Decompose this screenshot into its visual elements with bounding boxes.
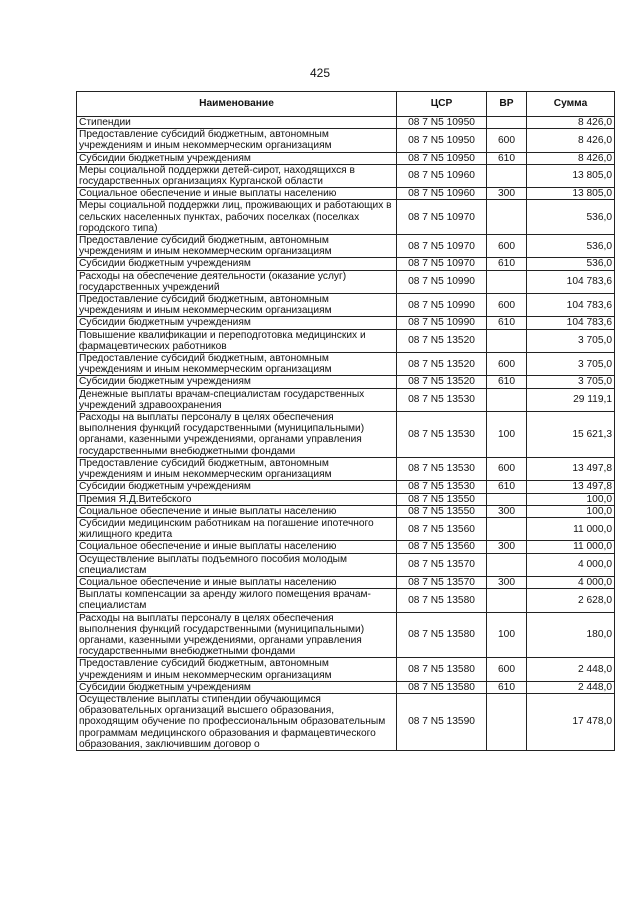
row-sum: 536,0: [527, 258, 615, 270]
row-sum: 13 497,8: [527, 481, 615, 493]
table-row: [77, 317, 615, 329]
row-vr: [487, 517, 527, 540]
row-csr: 08 7 N5 10970: [397, 200, 487, 235]
row-name: Выплаты компенсации за аренду жилого помещения врачам-специалистам: [77, 589, 397, 612]
row-sum: 100,0: [527, 493, 615, 505]
row-vr: 610: [487, 376, 527, 388]
row-name: Предоставление субсидий бюджетным, автономным учреждениям и иным некоммерческим организациям: [77, 457, 397, 480]
table-row: [77, 457, 615, 480]
row-sum: 536,0: [527, 200, 615, 235]
row-name: Осуществление выплаты подъемного пособия молодым специалистам: [77, 553, 397, 576]
row-name: Расходы на выплаты персоналу в целях обеспечения выполнения функций государственными (муниципальными) органами, казенными учреждениями, органами управления государственными внебюджетными фондами: [77, 612, 397, 658]
row-csr: 08 7 N5 13520: [397, 329, 487, 352]
row-name: Субсидии бюджетным учреждениям: [77, 681, 397, 693]
row-vr: [487, 117, 527, 129]
row-sum: 29 119,1: [527, 388, 615, 411]
row-vr: 600: [487, 294, 527, 317]
row-sum: 2 448,0: [527, 681, 615, 693]
row-csr: 08 7 N5 13520: [397, 376, 487, 388]
row-csr: 08 7 N5 13550: [397, 493, 487, 505]
row-name: Расходы на обеспечение деятельности (оказание услуг) государственных учреждений: [77, 270, 397, 293]
row-sum: 11 000,0: [527, 517, 615, 540]
row-name: Предоставление субсидий бюджетным, автономным учреждениям и иным некоммерческим организациям: [77, 129, 397, 152]
row-vr: 600: [487, 457, 527, 480]
row-name: Повышение квалификации и переподготовка медицинских и фармацевтических работников: [77, 329, 397, 352]
row-name: Субсидии бюджетным учреждениям: [77, 481, 397, 493]
row-vr: 300: [487, 188, 527, 200]
row-vr: [487, 693, 527, 750]
row-name: Субсидии бюджетным учреждениям: [77, 317, 397, 329]
row-csr: 08 7 N5 13580: [397, 658, 487, 681]
table-row: [77, 235, 615, 258]
row-vr: 600: [487, 658, 527, 681]
table-row: [77, 541, 615, 553]
table-row: [77, 589, 615, 612]
row-csr: 08 7 N5 13530: [397, 388, 487, 411]
row-vr: [487, 329, 527, 352]
row-csr: 08 7 N5 10990: [397, 294, 487, 317]
row-csr: 08 7 N5 10970: [397, 258, 487, 270]
row-name: Социальное обеспечение и иные выплаты населению: [77, 188, 397, 200]
table-row: [77, 553, 615, 576]
table-row: [77, 517, 615, 540]
table-row: [77, 200, 615, 235]
table-row: [77, 576, 615, 588]
table-row: [77, 376, 615, 388]
table-row: [77, 481, 615, 493]
table-row: [77, 258, 615, 270]
row-sum: 13 805,0: [527, 188, 615, 200]
table-body: [77, 117, 615, 751]
row-vr: 600: [487, 353, 527, 376]
header-sum: Сумма: [527, 92, 615, 117]
row-sum: 8 426,0: [527, 129, 615, 152]
row-vr: 600: [487, 129, 527, 152]
row-csr: 08 7 N5 10990: [397, 270, 487, 293]
row-name: Социальное обеспечение и иные выплаты населению: [77, 576, 397, 588]
row-vr: 600: [487, 235, 527, 258]
row-sum: 13 805,0: [527, 164, 615, 187]
row-vr: 300: [487, 505, 527, 517]
row-sum: 100,0: [527, 505, 615, 517]
row-name: Денежные выплаты врачам-специалистам государственных учреждений здравоохранения: [77, 388, 397, 411]
row-sum: 11 000,0: [527, 541, 615, 553]
row-vr: 610: [487, 152, 527, 164]
table-header-row: [77, 92, 615, 117]
row-sum: 3 705,0: [527, 376, 615, 388]
row-csr: 08 7 N5 13590: [397, 693, 487, 750]
row-vr: [487, 493, 527, 505]
table-row: [77, 412, 615, 458]
row-sum: 15 621,3: [527, 412, 615, 458]
row-vr: 300: [487, 541, 527, 553]
row-vr: 610: [487, 258, 527, 270]
row-csr: 08 7 N5 10960: [397, 164, 487, 187]
row-name: Меры социальной поддержки лиц, проживающих и работающих в сельских населенных пунктах, рабочих поселках (поселках городского типа): [77, 200, 397, 235]
row-vr: 100: [487, 612, 527, 658]
row-sum: 104 783,6: [527, 270, 615, 293]
row-csr: 08 7 N5 13520: [397, 353, 487, 376]
row-sum: 4 000,0: [527, 553, 615, 576]
row-vr: [487, 164, 527, 187]
table-row: [77, 353, 615, 376]
row-csr: 08 7 N5 13530: [397, 481, 487, 493]
table-row: [77, 329, 615, 352]
row-vr: 610: [487, 317, 527, 329]
row-sum: 2 448,0: [527, 658, 615, 681]
row-sum: 8 426,0: [527, 117, 615, 129]
row-name: Субсидии медицинским работникам на погашение ипотечного жилищного кредита: [77, 517, 397, 540]
row-name: Предоставление субсидий бюджетным, автономным учреждениям и иным некоммерческим организациям: [77, 294, 397, 317]
row-csr: 08 7 N5 10950: [397, 152, 487, 164]
table-row: [77, 612, 615, 658]
row-csr: 08 7 N5 13530: [397, 412, 487, 458]
row-sum: 536,0: [527, 235, 615, 258]
header-vr: ВР: [487, 92, 527, 117]
table-row: [77, 188, 615, 200]
row-sum: 17 478,0: [527, 693, 615, 750]
table-row: [77, 117, 615, 129]
row-sum: 8 426,0: [527, 152, 615, 164]
row-csr: 08 7 N5 13560: [397, 541, 487, 553]
row-vr: 100: [487, 412, 527, 458]
row-name: Меры социальной поддержки детей-сирот, находящихся в государственных организациях Курганской области: [77, 164, 397, 187]
row-name: Предоставление субсидий бюджетным, автономным учреждениям и иным некоммерческим организациям: [77, 353, 397, 376]
table-row: [77, 658, 615, 681]
budget-table: [76, 91, 615, 751]
table-row: [77, 294, 615, 317]
row-sum: 3 705,0: [527, 353, 615, 376]
row-csr: 08 7 N5 10950: [397, 117, 487, 129]
row-name: Социальное обеспечение и иные выплаты населению: [77, 541, 397, 553]
row-csr: 08 7 N5 10990: [397, 317, 487, 329]
row-vr: [487, 200, 527, 235]
row-csr: 08 7 N5 10970: [397, 235, 487, 258]
header-name: Наименование: [77, 92, 397, 117]
row-csr: 08 7 N5 10950: [397, 129, 487, 152]
table-row: [77, 152, 615, 164]
table-row: [77, 129, 615, 152]
row-name: Субсидии бюджетным учреждениям: [77, 376, 397, 388]
header-csr: ЦСР: [397, 92, 487, 117]
table-row: [77, 681, 615, 693]
page-number: 425: [309, 66, 331, 80]
row-vr: [487, 388, 527, 411]
table-row: [77, 164, 615, 187]
row-sum: 13 497,8: [527, 457, 615, 480]
row-name: Стипендии: [77, 117, 397, 129]
row-vr: [487, 270, 527, 293]
row-sum: 4 000,0: [527, 576, 615, 588]
table-row: [77, 505, 615, 517]
row-sum: 3 705,0: [527, 329, 615, 352]
table-row: [77, 493, 615, 505]
row-csr: 08 7 N5 13570: [397, 576, 487, 588]
row-csr: 08 7 N5 13530: [397, 457, 487, 480]
row-sum: 2 628,0: [527, 589, 615, 612]
row-name: Предоставление субсидий бюджетным, автономным учреждениям и иным некоммерческим организациям: [77, 658, 397, 681]
row-name: Субсидии бюджетным учреждениям: [77, 152, 397, 164]
row-name: Субсидии бюджетным учреждениям: [77, 258, 397, 270]
row-csr: 08 7 N5 13550: [397, 505, 487, 517]
row-name: Осуществление выплаты стипендии обучающимся образовательных организаций высшего образования, проходящим обучение по профессиональным образовательным программам медицинского образования и фармацевтического образования, заключившим договор о: [77, 693, 397, 750]
row-csr: 08 7 N5 13560: [397, 517, 487, 540]
row-name: Премия Я.Д.Витебского: [77, 493, 397, 505]
row-vr: 610: [487, 681, 527, 693]
table-row: [77, 693, 615, 750]
row-name: Расходы на выплаты персоналу в целях обеспечения выполнения функций государственными (муниципальными) органами, казенными учреждениями, органами управления государственными внебюджетными фондами: [77, 412, 397, 458]
row-vr: 610: [487, 481, 527, 493]
row-vr: 300: [487, 576, 527, 588]
row-vr: [487, 553, 527, 576]
row-csr: 08 7 N5 13580: [397, 681, 487, 693]
table-row: [77, 388, 615, 411]
row-sum: 104 783,6: [527, 317, 615, 329]
row-sum: 180,0: [527, 612, 615, 658]
row-name: Социальное обеспечение и иные выплаты населению: [77, 505, 397, 517]
row-vr: [487, 589, 527, 612]
table-row: [77, 270, 615, 293]
row-csr: 08 7 N5 13580: [397, 612, 487, 658]
row-name: Предоставление субсидий бюджетным, автономным учреждениям и иным некоммерческим организациям: [77, 235, 397, 258]
row-sum: 104 783,6: [527, 294, 615, 317]
row-csr: 08 7 N5 10960: [397, 188, 487, 200]
row-csr: 08 7 N5 13580: [397, 589, 487, 612]
row-csr: 08 7 N5 13570: [397, 553, 487, 576]
